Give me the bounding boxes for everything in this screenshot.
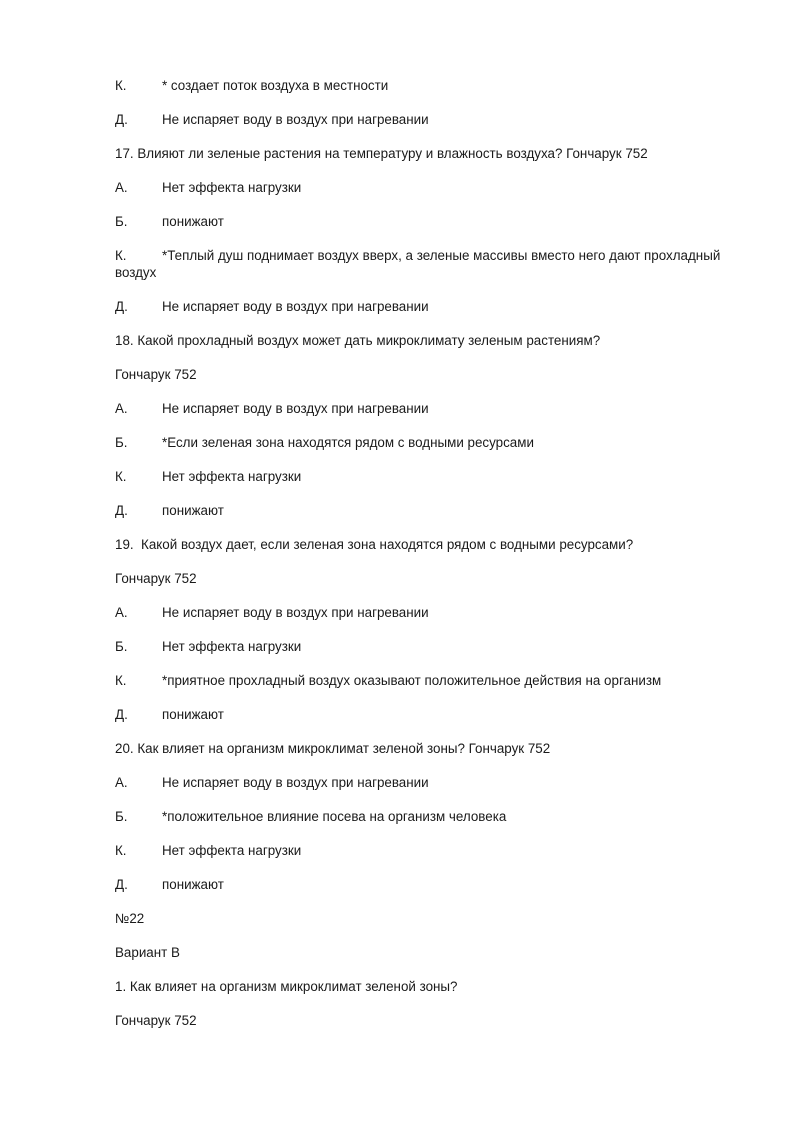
option-letter: Б. xyxy=(115,435,128,450)
option-text: Не испаряет воду в воздух при нагревании xyxy=(162,112,429,127)
answer-option xyxy=(115,434,735,451)
option-text: Нет эффекта нагрузки xyxy=(162,180,302,195)
paragraph: Вариант В xyxy=(115,945,180,960)
option-text: Не испаряет воду в воздух при нагревании xyxy=(162,299,429,314)
option-text: понижают xyxy=(162,877,224,892)
option-letter: Д. xyxy=(115,877,128,892)
option-letter: К. xyxy=(115,843,127,858)
option-text: Нет эффекта нагрузки xyxy=(162,843,302,858)
option-letter: К. xyxy=(115,673,127,688)
document-body xyxy=(115,77,735,1046)
answer-option xyxy=(115,247,735,281)
answer-option xyxy=(115,774,735,791)
option-letter: Д. xyxy=(115,112,128,127)
option-letter: А. xyxy=(115,775,128,790)
answer-option xyxy=(115,672,735,689)
option-letter: К. xyxy=(115,469,127,484)
answer-option xyxy=(115,400,735,417)
answer-option xyxy=(115,213,735,230)
option-text: понижают xyxy=(162,503,224,518)
paragraph: №22 xyxy=(115,911,145,926)
option-text: *приятное прохладный воздух оказывают положительное действия на организм xyxy=(162,673,662,688)
paragraph: 17. Влияют ли зеленые растения на температуру и влажность воздуха? Гончарук 752 xyxy=(115,146,648,161)
option-text: понижают xyxy=(162,707,224,722)
option-text: Нет эффекта нагрузки xyxy=(162,469,302,484)
option-letter: Б. xyxy=(115,639,128,654)
answer-option xyxy=(115,111,735,128)
answer-option xyxy=(115,77,735,94)
option-letter: Д. xyxy=(115,503,128,518)
paragraph: Гончарук 752 xyxy=(115,1013,197,1028)
answer-option xyxy=(115,502,735,519)
answer-option xyxy=(115,808,735,825)
option-text: Не испаряет воду в воздух при нагревании xyxy=(162,605,429,620)
option-letter: К. xyxy=(115,78,127,93)
option-text: Не испаряет воду в воздух при нагревании xyxy=(162,775,429,790)
answer-option xyxy=(115,468,735,485)
answer-option xyxy=(115,638,735,655)
option-text: *Если зеленая зона находятся рядом с водными ресурсами xyxy=(162,435,534,450)
option-letter: Д. xyxy=(115,707,128,722)
option-text: Нет эффекта нагрузки xyxy=(162,639,302,654)
answer-option xyxy=(115,604,735,621)
answer-option xyxy=(115,298,735,315)
option-text: *Теплый душ поднимает воздух вверх, а зеленые массивы вместо него дают прохладный воздух xyxy=(115,248,725,280)
paragraph: Гончарук 752 xyxy=(115,367,197,382)
answer-option xyxy=(115,706,735,723)
paragraph: 19. Какой воздух дает, если зеленая зона находятся рядом с водными ресурсами? xyxy=(115,537,634,552)
answer-option xyxy=(115,842,735,859)
option-text: понижают xyxy=(162,214,224,229)
option-text: *положительное влияние посева на организм человека xyxy=(162,809,507,824)
option-letter: А. xyxy=(115,180,128,195)
option-letter: Б. xyxy=(115,809,128,824)
option-letter: А. xyxy=(115,605,128,620)
option-letter: Б. xyxy=(115,214,128,229)
paragraph: 1. Как влияет на организм микроклимат зеленой зоны? xyxy=(115,979,458,994)
option-letter: К. xyxy=(115,248,127,263)
paragraph: Гончарук 752 xyxy=(115,571,197,586)
option-text: * создает поток воздуха в местности xyxy=(162,78,389,93)
answer-option xyxy=(115,179,735,196)
answer-option xyxy=(115,876,735,893)
paragraph: 18. Какой прохладный воздух может дать микроклимату зеленым растениям? xyxy=(115,333,601,348)
option-letter: Д. xyxy=(115,299,128,314)
option-letter: А. xyxy=(115,401,128,416)
option-text: Не испаряет воду в воздух при нагревании xyxy=(162,401,429,416)
paragraph: 20. Как влияет на организм микроклимат зеленой зоны? Гончарук 752 xyxy=(115,741,551,756)
